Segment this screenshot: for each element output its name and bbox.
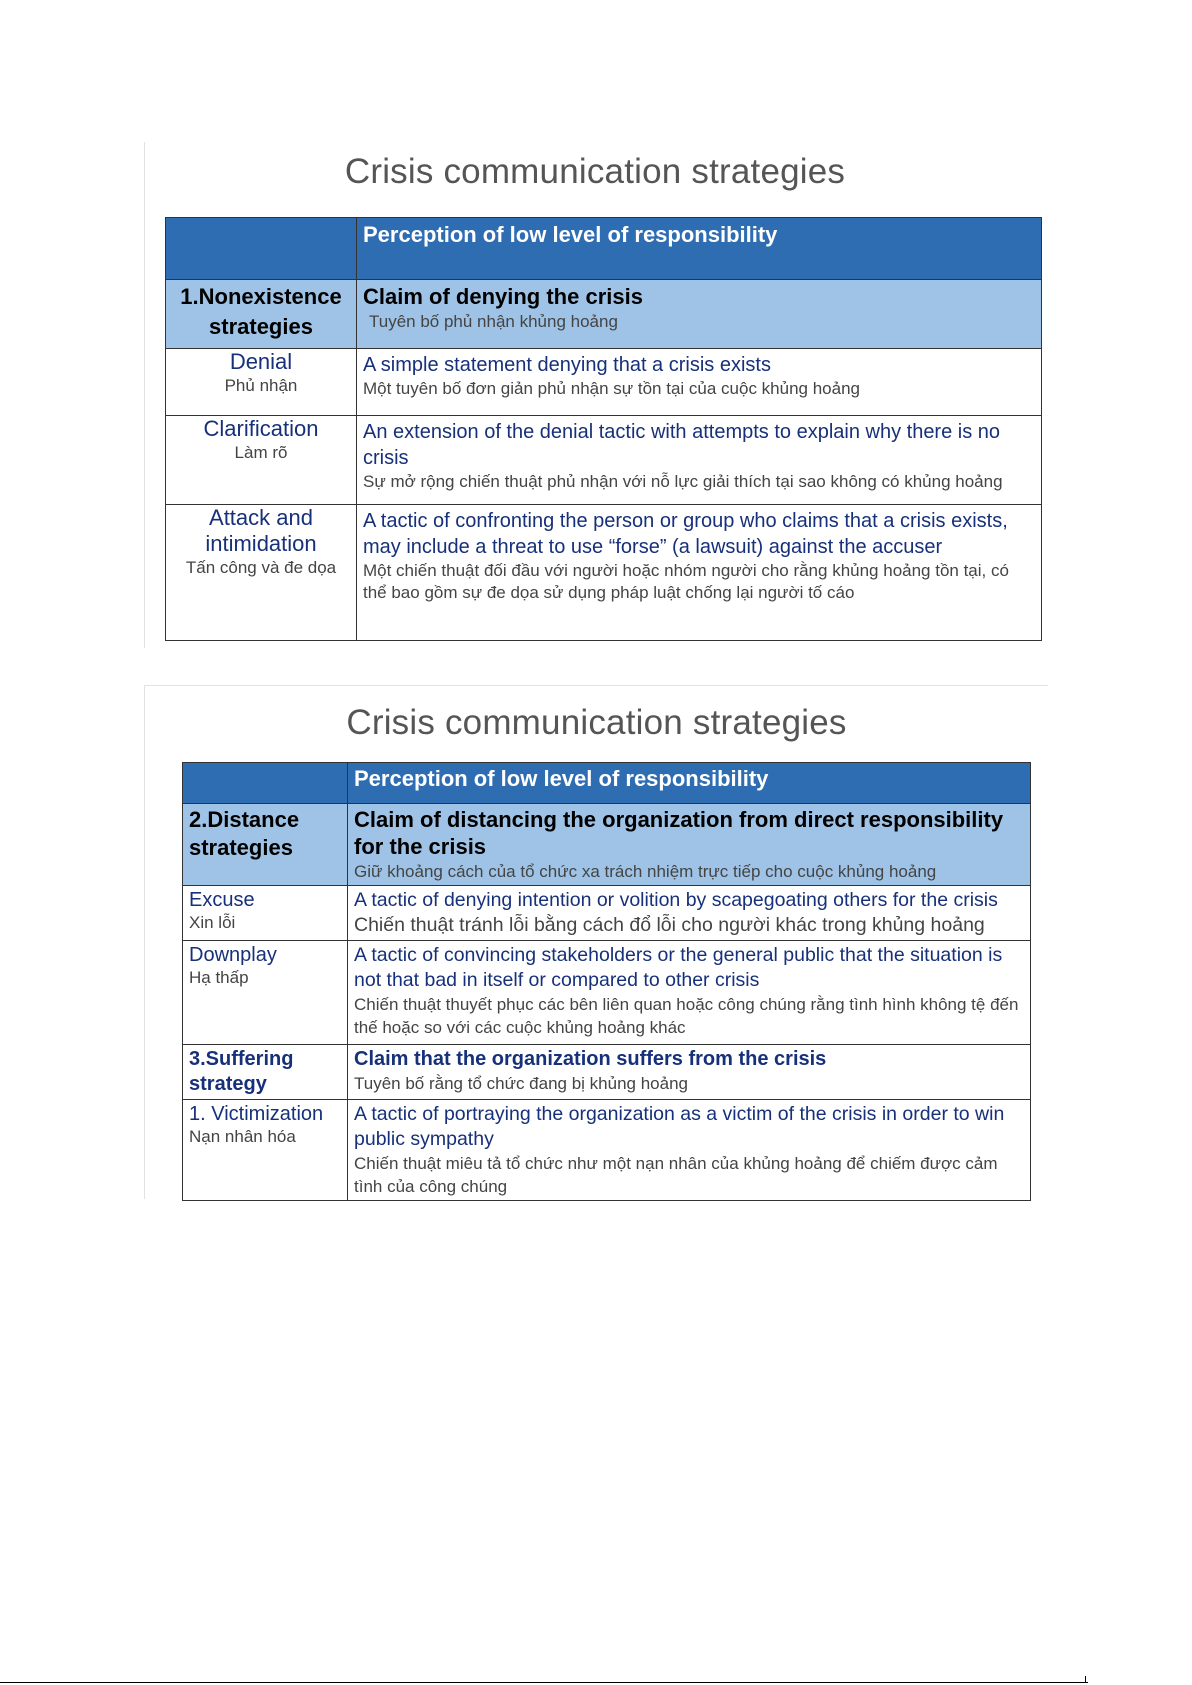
header-title: Perception of low level of responsibility	[354, 766, 769, 791]
row-desc-cell	[357, 349, 1042, 416]
category-cell	[348, 1045, 1031, 1100]
category-cell	[357, 280, 1042, 349]
category-label: 1.Nonexistence strategies	[166, 280, 357, 349]
page-bottom-rule	[0, 1682, 1088, 1683]
page-corner-tick	[1085, 1676, 1086, 1682]
category-claim: Claim that the organization suffers from the crisis	[354, 1048, 827, 1070]
header-empty-cell	[166, 218, 357, 280]
table-row	[166, 416, 1042, 505]
row-desc: A tactic of denying intention or volition by scapegoating others for the crisis	[354, 889, 998, 911]
slide-distance-suffering	[144, 685, 1048, 1199]
row-desc-vi: Chiến thuật thuyết phục các bên liên quan hoặc công chúng rằng tình hình không tệ đến thế hoặc so với các cuộc khủng hoảng khác	[354, 995, 1019, 1037]
category-row	[166, 280, 1042, 349]
row-desc-cell	[348, 1100, 1031, 1201]
row-desc-cell	[348, 941, 1031, 1045]
header-empty-cell	[183, 763, 348, 804]
row-label-vi: Nạn nhân hóa	[189, 1127, 296, 1146]
category-label: 3.Suffering strategy	[183, 1045, 348, 1100]
row-label-cell	[166, 349, 357, 416]
row-desc-vi: Chiến thuật tránh lỗi bằng cách đổ lỗi cho người khác trong khủng hoảng	[354, 914, 985, 936]
row-desc: An extension of the denial tactic with attempts to explain why there is no crisis	[363, 421, 1001, 469]
table-row	[183, 886, 1031, 941]
strategy-table-distance	[182, 762, 1031, 1201]
row-label-vi: Xin lỗi	[189, 913, 236, 932]
row-label-cell	[183, 941, 348, 1045]
row-desc: A tactic of portraying the organization as a victim of the crisis in order to win public sympathy	[354, 1103, 1005, 1150]
row-label-cell	[166, 416, 357, 505]
row-label-cell	[166, 505, 357, 641]
row-desc-vi: Chiến thuật miêu tả tổ chức như một nạn nhân của khủng hoảng để chiếm được cảm tình của công chúng	[354, 1154, 998, 1196]
row-desc-cell	[357, 416, 1042, 505]
table-row	[166, 349, 1042, 416]
table-row	[183, 1100, 1031, 1201]
row-label: Downplay	[189, 944, 277, 966]
row-label-cell	[183, 1100, 348, 1201]
row-desc: A tactic of confronting the person or group who claims that a crisis exists, may include a threat to use “forse” (a lawsuit) against the accuser	[363, 510, 1008, 558]
category-claim-vi: Tuyên bố rằng tổ chức đang bị khủng hoảng	[354, 1074, 688, 1093]
row-desc-vi: Một chiến thuật đối đầu với người hoặc nhóm người cho rằng khủng hoảng tồn tại, có thể bao gồm sự đe dọa sử dụng pháp luật chống lại người tố cáo	[363, 561, 1009, 602]
category-cell	[348, 804, 1031, 886]
row-label-vi: Hạ thấp	[189, 968, 249, 987]
slide-title: Crisis communication strategies	[346, 703, 847, 742]
category-claim: Claim of denying the crisis	[363, 284, 643, 309]
table-row	[166, 505, 1042, 641]
header-title: Perception of low level of responsibility	[363, 222, 778, 247]
table-row	[183, 941, 1031, 1045]
category-row	[183, 804, 1031, 886]
category-row	[183, 1045, 1031, 1100]
row-desc: A simple statement denying that a crisis exists	[363, 354, 771, 376]
row-label-vi: Tấn công và đe dọa	[185, 558, 337, 577]
header-row	[166, 218, 1042, 280]
category-claim-vi: Giữ khoảng cách của tổ chức xa trách nhiệm trực tiếp cho cuộc khủng hoảng	[354, 862, 937, 881]
row-desc-vi: Sự mở rộng chiến thuật phủ nhận với nỗ lực giải thích tại sao không có khủng hoảng	[363, 472, 1003, 491]
row-desc-vi: Một tuyên bố đơn giản phủ nhận sự tồn tại của cuộc khủng hoảng	[363, 379, 860, 398]
slide-nonexistence	[144, 142, 1045, 648]
category-claim: Claim of distancing the organization from direct responsibility for the crisis	[354, 807, 1004, 859]
header-cell	[357, 218, 1042, 280]
row-label: 1. Victimization	[189, 1103, 324, 1125]
category-claim-vi: Tuyên bố phủ nhận khủng hoảng	[369, 312, 618, 331]
row-desc-cell	[357, 505, 1042, 641]
row-label: Attack and intimidation	[205, 505, 317, 556]
row-label-vi: Làm rõ	[234, 443, 288, 462]
row-label-vi: Phủ nhận	[224, 376, 298, 395]
header-cell	[348, 763, 1031, 804]
slide-title: Crisis communication strategies	[344, 152, 846, 191]
row-label: Excuse	[189, 889, 255, 911]
category-label: 2.Distance strategies	[183, 804, 348, 886]
row-label: Clarification	[203, 416, 319, 441]
header-row	[183, 763, 1031, 804]
strategy-table-nonexistence	[165, 217, 1042, 641]
row-desc-cell	[348, 886, 1031, 941]
row-label: Denial	[229, 349, 293, 374]
row-label-cell	[183, 886, 348, 941]
row-desc: A tactic of convincing stakeholders or the general public that the situation is not that bad in itself or compared to other crisis	[354, 944, 1003, 991]
